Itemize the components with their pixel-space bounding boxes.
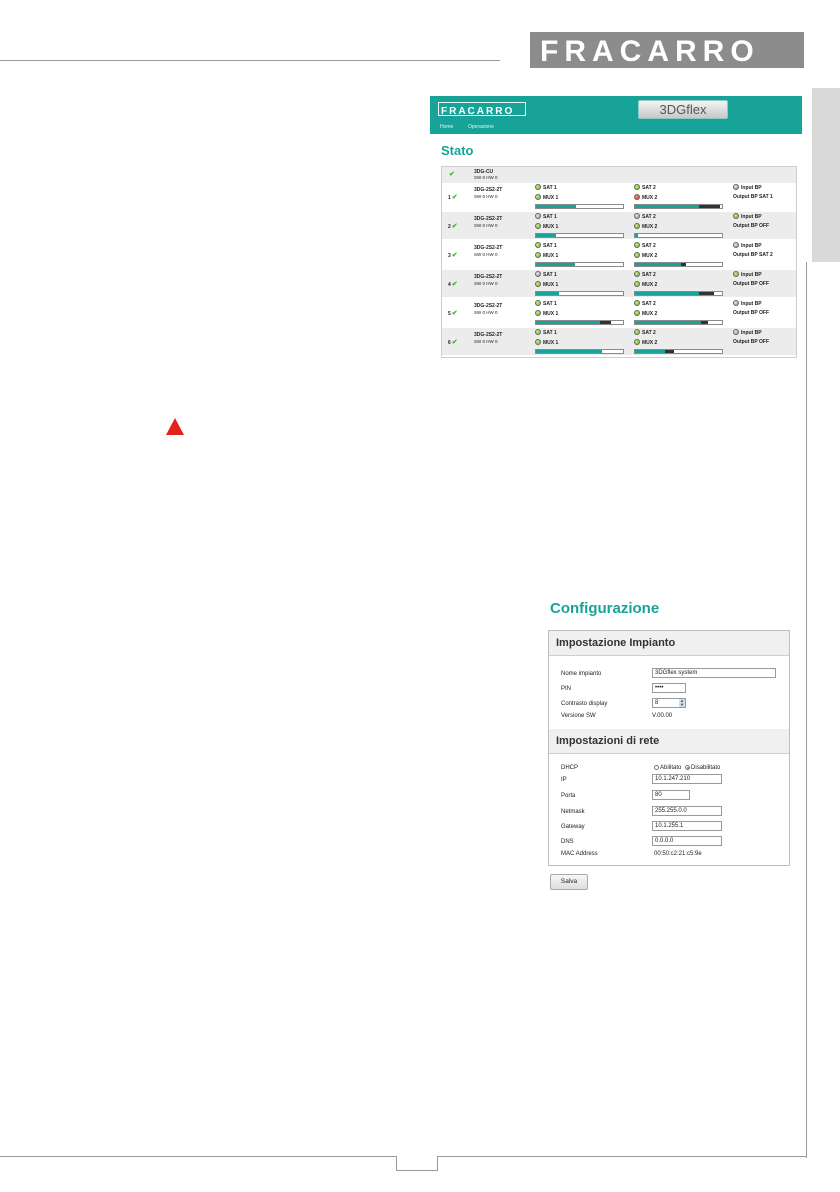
mux1-status: MUX 1 xyxy=(535,194,558,202)
page-title: Stato xyxy=(441,143,474,158)
input-bp-status: Input BP xyxy=(733,184,762,192)
mac-value: 00:50:c2:21:c5:9e xyxy=(654,851,702,857)
warning-triangle-icon xyxy=(166,418,184,435)
mux2-status: MUX 2 xyxy=(634,339,657,347)
status-led-icon xyxy=(733,184,739,190)
module-row xyxy=(442,212,796,239)
status-led-icon xyxy=(535,223,541,229)
module-model: 3DG-2S2-2T xyxy=(474,245,503,251)
status-led-icon xyxy=(733,242,739,248)
status-led-icon xyxy=(535,213,541,219)
app-logo-text: FRACARRO xyxy=(441,106,515,116)
ip-label: IP xyxy=(561,777,567,783)
pin-input[interactable]: •••• xyxy=(652,683,686,693)
sat1-status: SAT 1 xyxy=(535,300,557,308)
row-number: 2✔ xyxy=(448,223,458,230)
status-led-icon xyxy=(634,310,640,316)
ok-check-icon: ✔ xyxy=(451,310,458,317)
netmask-input[interactable]: 255.255.0.0 xyxy=(652,806,722,816)
status-led-icon xyxy=(634,281,640,287)
status-led-icon xyxy=(535,184,541,190)
mux2-status: MUX 2 xyxy=(634,194,657,202)
version-value: V.00.00 xyxy=(652,713,673,719)
sat1-status: SAT 1 xyxy=(535,213,557,221)
module-model: 3DG-2S2-2T xyxy=(474,274,503,280)
signal-bar xyxy=(634,262,723,267)
module-model: 3DG-2S2-2T xyxy=(474,216,503,222)
dhcp-radio-group xyxy=(654,765,720,771)
status-led-icon xyxy=(535,310,541,316)
module-model: 3DG-2S2-2T xyxy=(474,332,503,338)
output-bp-status: Output BP SAT 2 xyxy=(733,252,773,258)
sat2-status: SAT 2 xyxy=(634,184,656,192)
ok-check-icon: ✔ xyxy=(451,281,458,288)
status-led-icon xyxy=(634,184,640,190)
status-table xyxy=(441,166,797,358)
plant-name-input[interactable]: 3DGflex system xyxy=(652,668,776,678)
signal-bar xyxy=(535,262,624,267)
status-led-icon xyxy=(634,242,640,248)
dhcp-disabled-radio[interactable] xyxy=(685,765,690,770)
row-number: 1✔ xyxy=(448,194,458,201)
status-led-icon xyxy=(535,194,541,200)
module-firmware: SW 0 HW 0 xyxy=(474,310,498,315)
input-bp-status: Input BP xyxy=(733,300,762,308)
pin-label: PIN xyxy=(561,686,572,692)
configuration-screenshot xyxy=(548,600,800,892)
row-number: 4✔ xyxy=(448,281,458,288)
module-model: 3DG-CU xyxy=(474,169,494,175)
input-bp-status: Input BP xyxy=(733,329,762,337)
status-led-icon xyxy=(733,213,739,219)
signal-bar xyxy=(634,320,723,325)
status-led-icon xyxy=(634,300,640,306)
page-frame-right xyxy=(806,262,807,1158)
contrast-label: Contrasto display xyxy=(561,701,608,707)
module-row xyxy=(442,241,796,268)
dhcp-disabled-label[interactable]: Disabilitato xyxy=(691,765,721,771)
dhcp-label: DHCP xyxy=(561,765,579,771)
save-button[interactable]: Salva xyxy=(550,874,588,890)
sat2-status: SAT 2 xyxy=(634,242,656,250)
gateway-label: Gateway xyxy=(561,824,585,830)
mac-label: MAC Address xyxy=(561,851,598,857)
network-section-title: Impostazioni di rete xyxy=(549,729,789,754)
module-row xyxy=(442,299,796,326)
sat2-status: SAT 2 xyxy=(634,213,656,221)
dhcp-enabled-radio[interactable] xyxy=(654,765,659,770)
module-firmware: SW 0 HW 0 xyxy=(474,339,498,344)
signal-bar xyxy=(535,291,624,296)
header-rule xyxy=(0,60,500,61)
signal-bar xyxy=(535,233,624,238)
signal-bar xyxy=(634,233,723,238)
contrast-stepper[interactable] xyxy=(652,698,686,708)
mux1-status: MUX 1 xyxy=(535,281,558,289)
module-model: 3DG-2S2-2T xyxy=(474,303,503,309)
module-firmware: SW 0 HW 0 xyxy=(474,252,498,257)
status-led-icon xyxy=(634,271,640,277)
row-number: 5✔ xyxy=(448,310,458,317)
dns-label: DNS xyxy=(561,839,574,845)
sat1-status: SAT 1 xyxy=(535,271,557,279)
version-label: Versione SW xyxy=(561,713,596,719)
output-bp-status: Output BP OFF xyxy=(733,281,770,287)
section-side-tab xyxy=(812,88,840,262)
status-led-icon xyxy=(634,339,640,345)
nav-home[interactable]: Home xyxy=(440,124,454,130)
mux1-status: MUX 1 xyxy=(535,310,558,318)
port-label: Porta xyxy=(561,793,576,799)
mux1-status: MUX 1 xyxy=(535,223,558,231)
module-row xyxy=(442,328,796,355)
module-row xyxy=(442,270,796,297)
svg-text:FRACARRO: FRACARRO xyxy=(540,35,760,68)
output-bp-status: Output BP OFF xyxy=(733,339,770,345)
input-bp-status: Input BP xyxy=(733,213,762,221)
signal-bar xyxy=(634,291,723,296)
row-number: 3✔ xyxy=(448,252,458,259)
input-bp-status: Input BP xyxy=(733,242,762,250)
status-led-icon xyxy=(535,300,541,306)
row-number: 6✔ xyxy=(448,339,458,346)
status-led-icon xyxy=(634,252,640,258)
status-led-icon xyxy=(634,329,640,335)
status-led-icon xyxy=(535,339,541,345)
sat1-status: SAT 1 xyxy=(535,184,557,192)
dns-input[interactable]: 0.0.0.0 xyxy=(652,836,722,846)
sat1-status: SAT 1 xyxy=(535,242,557,250)
gateway-input[interactable]: 10.1.255.1 xyxy=(652,821,722,831)
sat2-status: SAT 2 xyxy=(634,271,656,279)
signal-bar xyxy=(535,320,624,325)
signal-bar xyxy=(535,349,624,354)
page-number xyxy=(396,1156,438,1171)
module-model: 3DG-2S2-2T xyxy=(474,187,503,193)
module-firmware: SW 0 HW 0 xyxy=(474,194,498,199)
status-led-icon xyxy=(535,242,541,248)
netmask-label: Netmask xyxy=(561,809,585,815)
module-row xyxy=(442,183,796,210)
status-led-icon xyxy=(535,281,541,287)
status-led-icon xyxy=(535,329,541,335)
brand-logo xyxy=(530,32,804,68)
stepper-arrows-icon[interactable]: ▲ ▼ xyxy=(680,698,684,707)
signal-bar xyxy=(634,204,723,209)
sat2-status: SAT 2 xyxy=(634,329,656,337)
mux2-status: MUX 2 xyxy=(634,310,657,318)
ip-input[interactable]: 10.1.247.210 xyxy=(652,774,722,784)
status-led-icon xyxy=(535,252,541,258)
config-panel xyxy=(548,630,790,866)
cu-row xyxy=(442,167,796,183)
output-bp-status: Output BP OFF xyxy=(733,223,770,229)
status-screenshot xyxy=(430,96,802,366)
plant-name-label: Nome impianto xyxy=(561,671,602,677)
contrast-value: 8 xyxy=(655,700,659,706)
status-led-icon xyxy=(535,271,541,277)
app-header-bar xyxy=(430,96,802,134)
status-led-icon xyxy=(733,271,739,277)
mux2-status: MUX 2 xyxy=(634,223,657,231)
input-bp-status: Input BP xyxy=(733,271,762,279)
ok-check-icon: ✔ xyxy=(451,339,458,346)
sat2-status: SAT 2 xyxy=(634,300,656,308)
mux1-status: MUX 1 xyxy=(535,339,558,347)
mux2-status: MUX 2 xyxy=(634,252,657,260)
module-firmware: SW 0 HW 0 xyxy=(474,223,498,228)
status-led-icon xyxy=(634,223,640,229)
ok-check-icon: ✔ xyxy=(451,194,458,201)
status-led-icon xyxy=(634,213,640,219)
dhcp-enabled-label[interactable]: Abilitato xyxy=(660,765,682,771)
module-firmware: SW 0 HW 0 xyxy=(474,175,498,180)
product-tab[interactable]: 3DGflex xyxy=(638,100,728,119)
port-input[interactable]: 80 xyxy=(652,790,690,800)
status-led-icon xyxy=(634,194,640,200)
ok-check-icon: ✔ xyxy=(449,171,455,178)
status-led-icon xyxy=(733,329,739,335)
status-led-icon xyxy=(733,300,739,306)
ok-check-icon: ✔ xyxy=(451,252,458,259)
output-bp-status: Output BP SAT 1 xyxy=(733,194,773,200)
nav-operazione[interactable]: Operazione xyxy=(468,124,494,130)
output-bp-status: Output BP OFF xyxy=(733,310,770,316)
mux2-status: MUX 2 xyxy=(634,281,657,289)
page-title: Configurazione xyxy=(550,600,660,617)
signal-bar xyxy=(535,204,624,209)
plant-section-title: Impostazione Impianto xyxy=(549,631,789,656)
module-firmware: SW 0 HW 0 xyxy=(474,281,498,286)
signal-bar xyxy=(634,349,723,354)
mux1-status: MUX 1 xyxy=(535,252,558,260)
sat1-status: SAT 1 xyxy=(535,329,557,337)
ok-check-icon: ✔ xyxy=(451,223,458,230)
app-logo xyxy=(438,102,526,116)
